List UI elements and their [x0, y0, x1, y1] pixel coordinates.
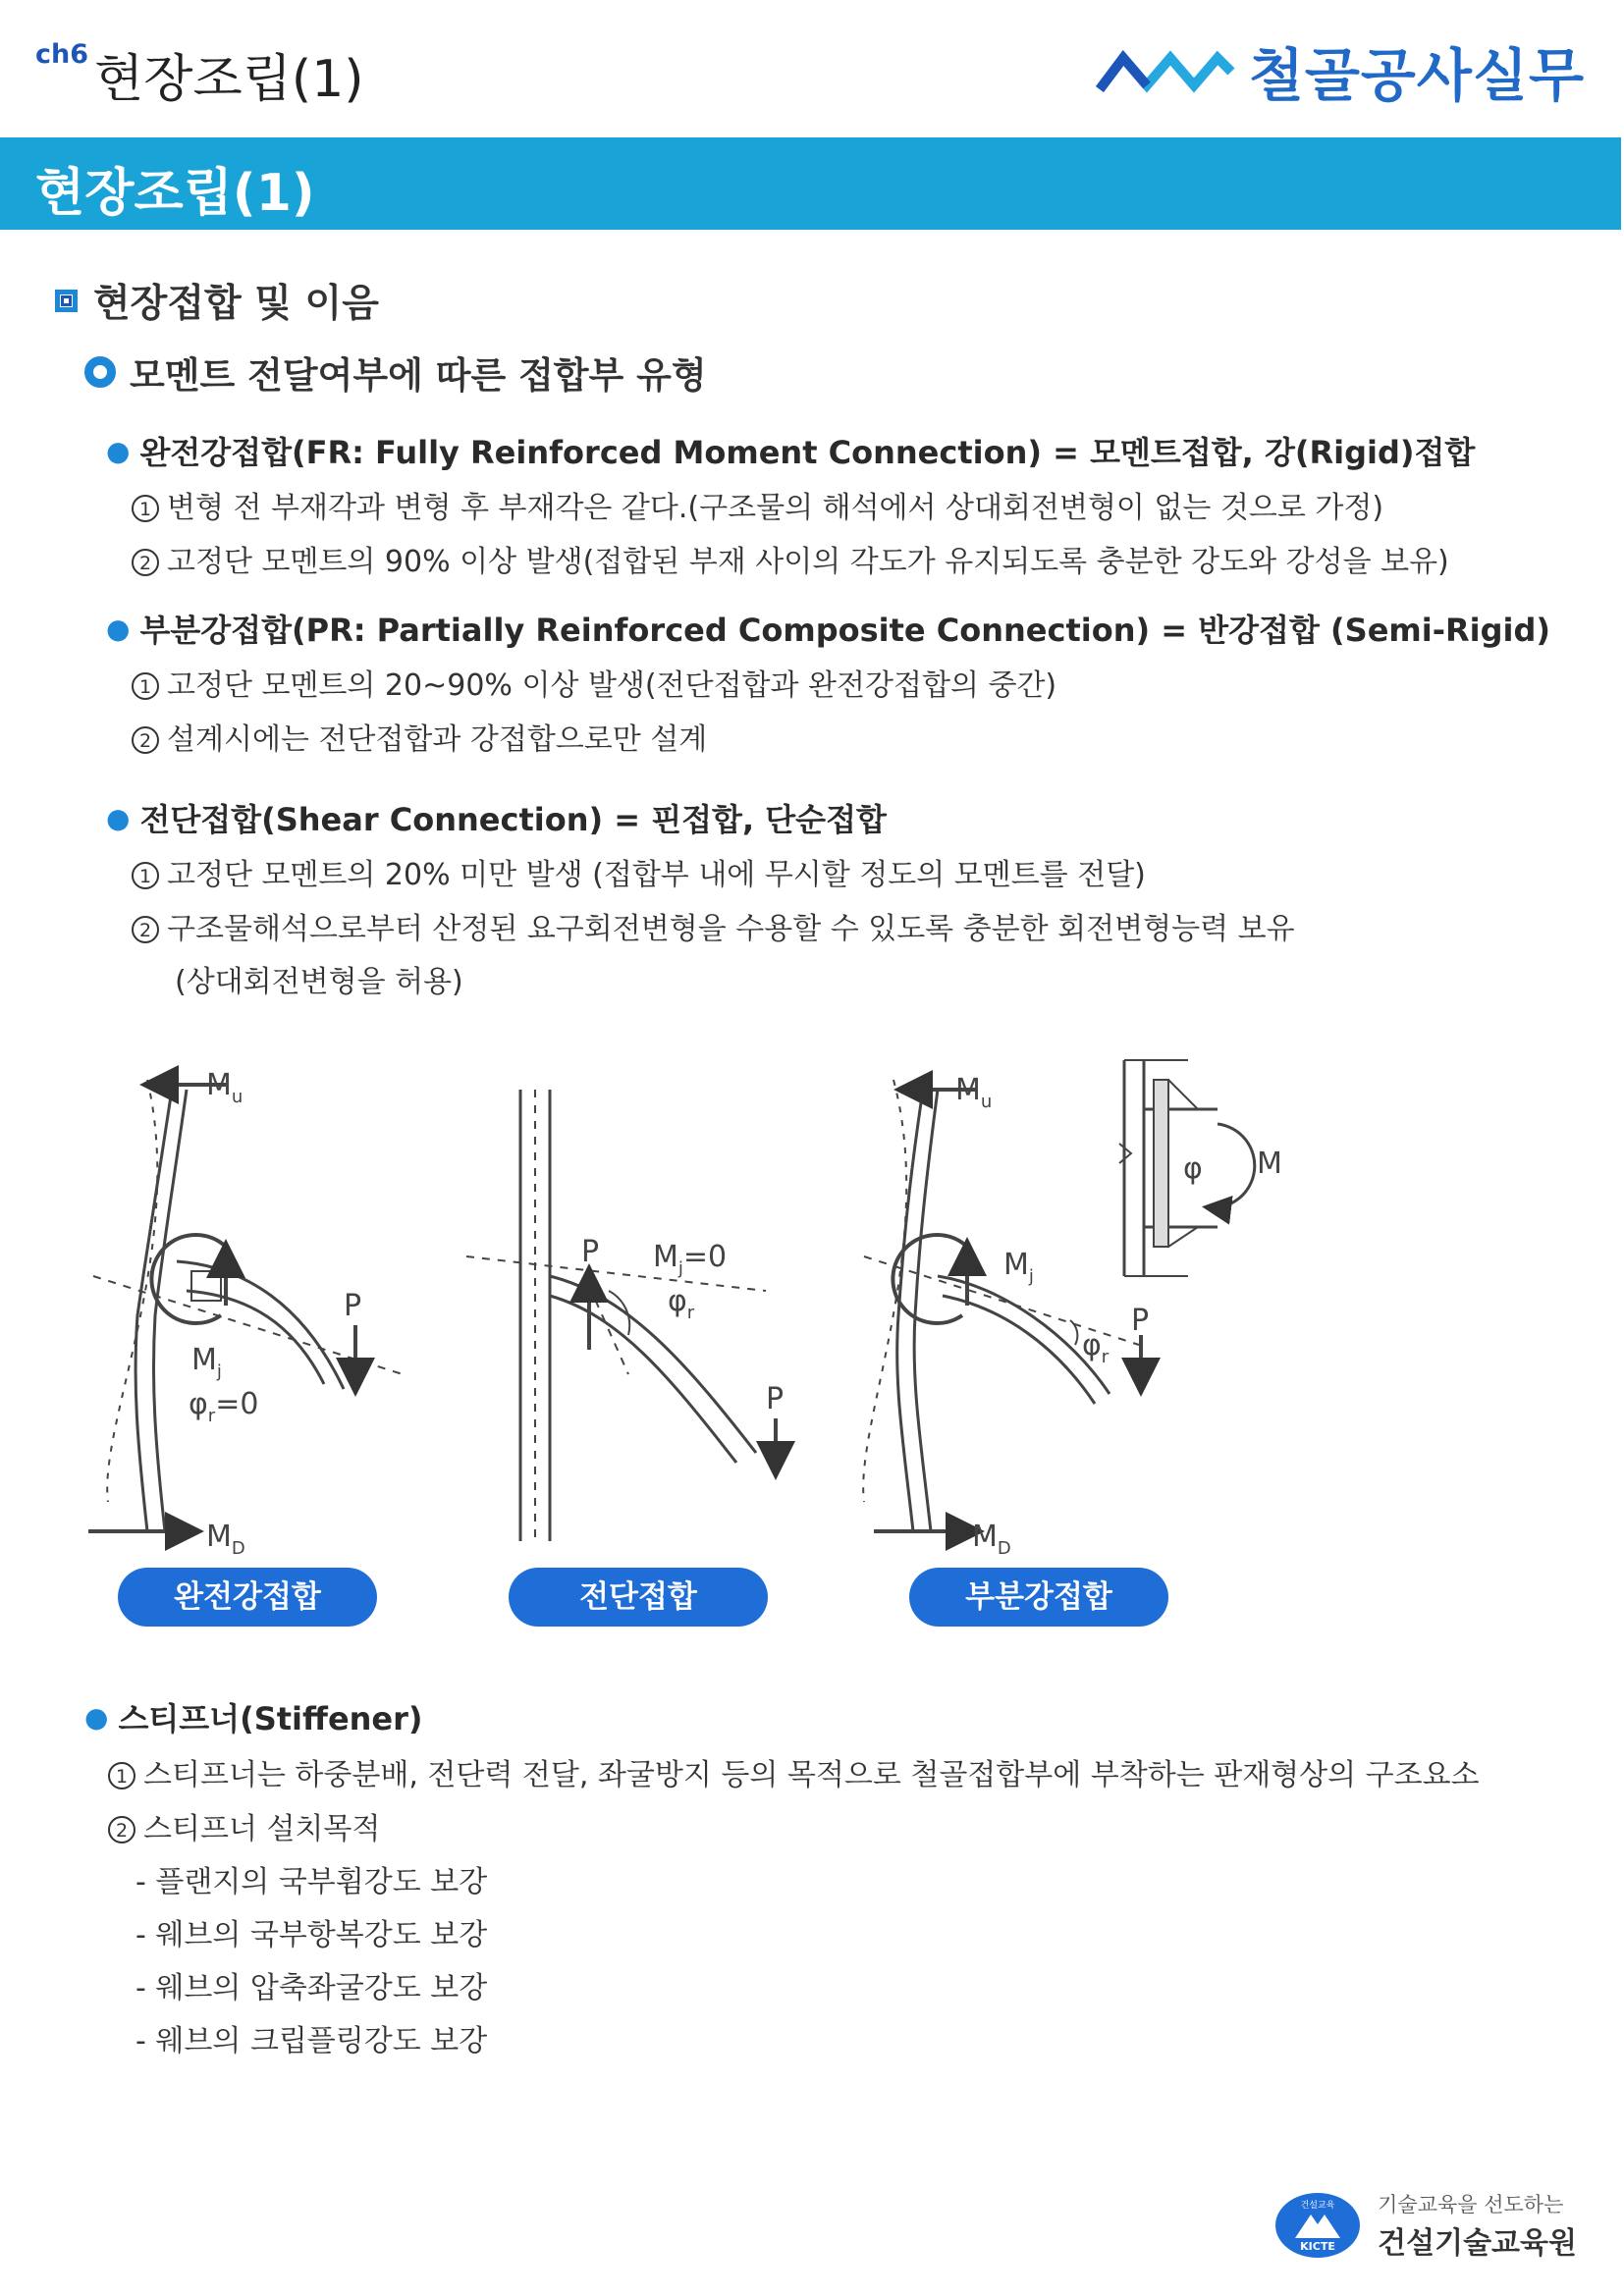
label-p: P	[344, 1289, 362, 1323]
label-phi-r-zero: $\varphi_r=0$	[189, 1387, 259, 1426]
circled-number: 2	[132, 916, 159, 943]
stiffener-title: ● 스티프너(Stiffener)	[84, 1700, 423, 1737]
page-header	[0, 0, 1624, 135]
caption-partially-restrained: 부분강접합	[909, 1568, 1168, 1627]
caption-shear: 전단접합	[509, 1568, 768, 1627]
footer-org: 건설기술교육원	[1378, 2226, 1577, 2261]
list-item: - 웨브의 국부항복강도 보강	[135, 1918, 488, 1952]
logo-top-text: 건설교육	[1300, 2201, 1335, 2211]
footer-text	[1378, 2189, 1577, 2262]
label-md: $M_D$	[972, 1520, 1011, 1559]
connection-title-fr: ● 완전강접합(FR: Fully Reinforced Moment Connection) = 모멘트접합, 강(Rigid)접합	[106, 434, 1476, 471]
logo-text: KICTE	[1300, 2240, 1335, 2253]
list-item: 2 구조물해석으로부터 산정된 요구회전변형을 수용할 수 있도록 충분한 회전변형능력 보유	[132, 904, 1295, 947]
list-item: 2 스티프너 설치목적	[108, 1804, 380, 1847]
ring-bullet-icon	[84, 356, 116, 388]
list-item: - 웨브의 압축좌굴강도 보강	[135, 1971, 488, 2005]
label-phi-r: $\varphi_r$	[668, 1284, 695, 1323]
label-p: P	[581, 1235, 600, 1269]
brand	[1096, 29, 1585, 112]
label-mu: $M_u$	[955, 1073, 993, 1112]
label-mj-zero: $M_j=0$	[653, 1240, 728, 1279]
circled-number: 1	[132, 672, 159, 700]
chapter-tag: ch6	[35, 39, 89, 70]
circled-number: 1	[108, 1762, 135, 1789]
label-p: P	[766, 1382, 785, 1416]
label-mu: $M_u$	[206, 1068, 244, 1107]
brand-logo-icon	[1096, 46, 1235, 95]
label-md: $M_D$	[206, 1520, 245, 1559]
list-item: 1 고정단 모멘트의 20~90% 이상 발생(전단접합과 완전강접합의 중간)	[132, 661, 1056, 704]
list-item-continuation: (상대회전변형을 허용)	[175, 965, 463, 999]
connection-title-pr: ● 부분강접합(PR: Partially Reinforced Composite Connection) = 반강접합 (Semi-Rigid)	[106, 612, 1551, 649]
list-item: - 플랜지의 국부휨강도 보강	[135, 1865, 488, 1899]
circled-number: 2	[132, 549, 159, 576]
circled-number: 1	[132, 495, 159, 522]
bullet-dot-icon: ●	[106, 613, 131, 645]
footer	[1273, 2189, 1577, 2262]
label-phi: φ	[1183, 1151, 1203, 1186]
list-item: 2 고정단 모멘트의 90% 이상 발생(접합된 부재 사이의 각도가 유지되도록 충분한 강도와 강성을 보유)	[132, 537, 1449, 580]
bullet-dot-icon: ●	[84, 1701, 109, 1734]
bullet-dot-icon: ●	[106, 435, 131, 467]
label-phi-r: $\varphi_r$	[1082, 1328, 1110, 1367]
label-m: M	[1257, 1147, 1282, 1181]
title-bar	[0, 137, 1621, 230]
subsection-heading-text: 모멘트 전달여부에 따른 접합부 유형	[130, 354, 707, 397]
subsection-heading	[84, 346, 707, 399]
bullet-dot-icon: ●	[106, 802, 131, 834]
label-mj: $M_j$	[191, 1343, 222, 1382]
circled-number: 1	[132, 862, 159, 889]
list-item: 2 설계시에는 전단접합과 강접합으로만 설계	[132, 715, 707, 758]
connection-diagrams	[79, 1050, 1296, 1561]
footer-tagline: 기술교육을 선도하는	[1378, 2193, 1564, 2216]
list-item: 1 고정단 모멘트의 20% 미만 발생 (접합부 내에 무시할 정도의 모멘트를 전달)	[132, 850, 1146, 893]
list-item: 1 스티프너는 하중분배, 전단력 전달, 좌굴방지 등의 목적으로 철골접합부에 부착하는 판재형상의 구조요소	[108, 1750, 1480, 1793]
page-title: 현장조립(1)	[35, 164, 315, 223]
brand-name: 철골공사실무	[1248, 42, 1585, 109]
label-p: P	[1131, 1304, 1150, 1338]
kicte-logo-icon	[1273, 2191, 1362, 2260]
caption-fully-restrained: 완전강접합	[118, 1568, 377, 1627]
label-mj: $M_j$	[1003, 1248, 1034, 1287]
section-heading-text: 현장접합 및 이음	[93, 282, 379, 326]
circled-number: 2	[108, 1816, 135, 1843]
connection-title-shear: ● 전단접합(Shear Connection) = 핀접합, 단순접합	[106, 801, 887, 838]
square-bullet-icon	[55, 290, 78, 312]
circled-number: 2	[132, 726, 159, 754]
section-heading	[55, 273, 379, 328]
list-item: 1 변형 전 부재각과 변형 후 부재각은 같다.(구조물의 해석에서 상대회전변형이 없는 것으로 가정)	[132, 483, 1383, 526]
list-item: - 웨브의 크립플링강도 보강	[135, 2024, 488, 2058]
header-title: 현장조립(1)	[94, 50, 364, 109]
